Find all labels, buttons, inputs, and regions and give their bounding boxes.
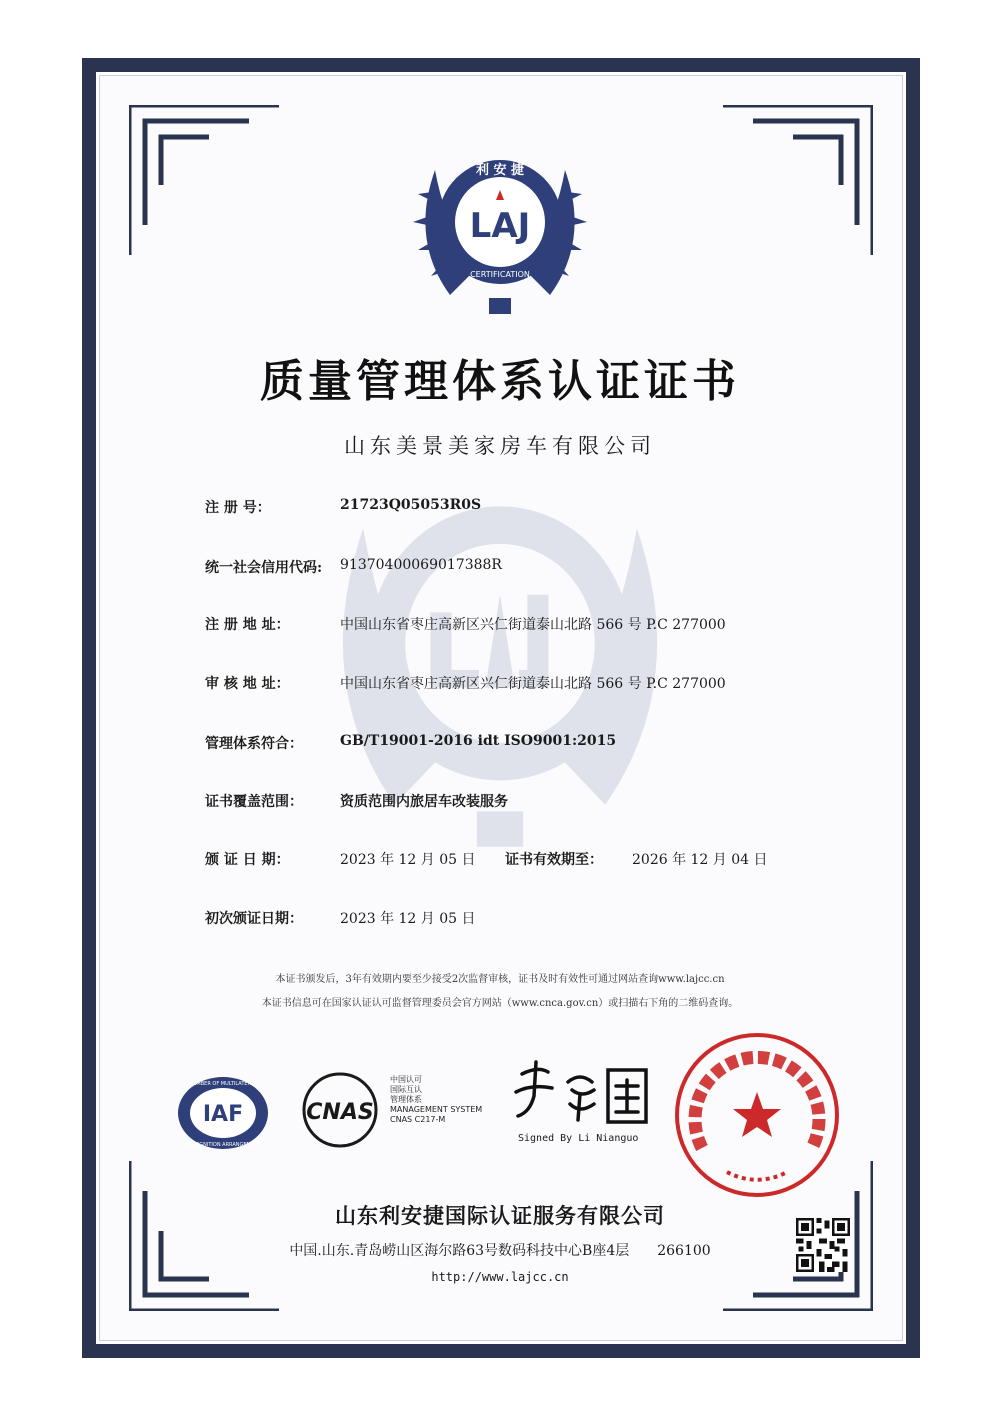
field-label: 注 册 号： [205,500,271,516]
certificate-title: 质量管理体系认证证书 [260,356,740,407]
field-label: 注 册 地 址： [205,617,290,633]
logo-sub: CERTIFICATION [470,270,530,279]
corner-ornament [723,105,873,255]
note-line: 本证书信息可在国家认证认可监督管理委员会官方网站（www.cnca.gov.cn）或扫描右下角的二维码查询。 [261,998,739,1009]
company-name: 山东美景美家房车有限公司 [344,434,656,458]
field-value: 中国山东省枣庄高新区兴仁街道泰山北路 566 号 P.C 277000 [340,676,726,692]
corner-ornament [129,105,279,255]
issuer-postcode: 266100 [657,1243,711,1259]
cnas-line: 管理体系 [390,1095,422,1104]
field-label: 审 核 地 址： [205,676,290,692]
field-value: 2023 年 12 月 05 日 [340,852,476,868]
issuer-name: 山东利安捷国际认证服务有限公司 [335,1204,665,1228]
cnas-mark: CNAS [306,1100,374,1125]
cnas-line: 中国认可 [390,1075,422,1084]
corner-ornament [129,1161,279,1311]
issuer-url[interactable]: http://www.lajcc.cn [431,1270,569,1284]
field-value: 21723Q05053R0S [340,497,482,513]
field-label: 管理体系符合： [205,736,303,752]
cnas-line: MANAGEMENT SYSTEM [390,1105,483,1114]
cnas-caption [390,1075,482,1125]
cnas-logo [294,1070,386,1150]
signed-by-caption: Signed By Li Nianguo [518,1133,639,1144]
issuer-address-line [0,1240,1000,1260]
note-line: 本证书颁发后，3年有效期内要至少接受2次监督审核，证书及时有效性可通过网站查询www.lajcc.cn [275,974,725,985]
expiry-label: 证书有效期至： [505,852,603,868]
cnas-line: 国际互认 [390,1085,422,1094]
iaf-mark: IAF [202,1102,244,1127]
field-value: 91370400069017388R [340,557,502,573]
iaf-ring-bottom: RECOGNITION ARRANGEMENT [185,1142,261,1148]
qr-code[interactable] [796,1218,850,1272]
laj-logo [405,130,595,320]
field-value: 资质范围内旅居车改装服务 [340,794,508,810]
cnas-line: CNAS C217-M [390,1115,446,1124]
iaf-ring-top: MEMBER OF MULTILATERAL [188,1081,258,1087]
logo-name: 利 安 捷 [475,163,525,178]
signature [508,1052,658,1132]
field-label: 证书覆盖范围： [205,794,303,810]
expiry-value: 2026 年 12 月 04 日 [632,852,768,868]
field-label: 统一社会信用代码: [205,560,323,576]
field-value: GB/T19001-2016 idt ISO9001:2015 [340,733,617,749]
logo-mark: LAJ [469,206,531,246]
company-seal [672,1030,842,1200]
issuer-address: 中国.山东.青岛崂山区海尔路63号数码科技中心B座4层 [289,1243,630,1259]
field-label: 初次颁证日期： [205,911,303,927]
field-label: 颁 证 日 期： [205,852,290,868]
field-value: 中国山东省枣庄高新区兴仁街道泰山北路 566 号 P.C 277000 [340,617,726,633]
iaf-logo [176,1075,270,1151]
field-value: 2023 年 12 月 05 日 [340,911,476,927]
